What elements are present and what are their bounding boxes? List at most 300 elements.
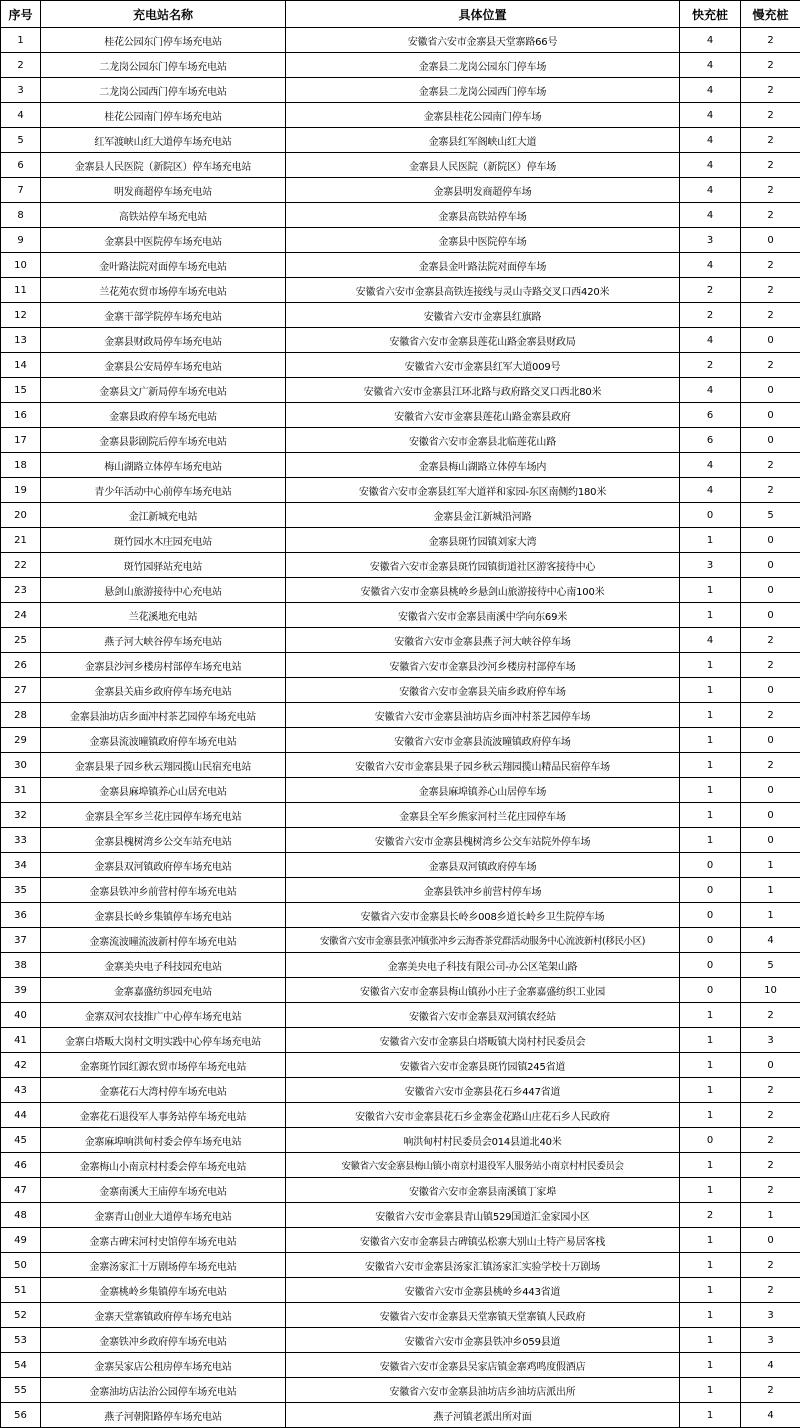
station-location: 安徽省六安市金寨县桃岭乡悬剑山旅游接待中心南100米 — [286, 578, 680, 603]
table-row — [1, 478, 800, 503]
station-location: 金寨县双河镇政府停车场 — [286, 853, 680, 878]
table-row — [1, 428, 800, 453]
table-row — [1, 228, 800, 253]
slow-charger-count: 2 — [741, 703, 800, 728]
slow-charger-count: 2 — [741, 278, 800, 303]
fast-charger-count: 4 — [680, 128, 741, 153]
station-name: 金寨吴家店公租房停车场充电站 — [41, 1353, 286, 1378]
slow-charger-count: 0 — [741, 678, 800, 703]
station-name: 金寨县流波曈镇政府停车场充电站 — [41, 728, 286, 753]
station-name: 金寨汤家汇十万剧场停车场充电站 — [41, 1253, 286, 1278]
fast-charger-count: 1 — [680, 1103, 741, 1128]
station-location: 金寨县明发商超停车场 — [286, 178, 680, 203]
fast-charger-count: 1 — [680, 803, 741, 828]
station-name: 悬剑山旅游接待中心充电站 — [41, 578, 286, 603]
table-row — [1, 1103, 800, 1128]
table-row — [1, 303, 800, 328]
station-name: 金寨花石退役军人事务站停车场充电站 — [41, 1103, 286, 1128]
station-location: 金寨美央电子科技有限公司-办公区笔架山路 — [286, 953, 680, 978]
slow-charger-count: 2 — [741, 78, 800, 103]
table-row — [1, 1328, 800, 1353]
slow-charger-count: 2 — [741, 153, 800, 178]
table-row — [1, 1228, 800, 1253]
slow-charger-count: 3 — [741, 1328, 800, 1353]
station-location: 响洪甸村村民委员会014县道北40米 — [286, 1128, 680, 1153]
station-name: 金寨县人民医院（新院区）停车场充电站 — [41, 153, 286, 178]
station-name: 金寨油坊店法治公园停车场充电站 — [41, 1378, 286, 1403]
slow-charger-count: 0 — [741, 603, 800, 628]
fast-charger-count: 1 — [680, 1153, 741, 1178]
slow-charger-count: 0 — [741, 578, 800, 603]
station-location: 金寨县二龙岗公园东门停车场 — [286, 53, 680, 78]
table-row — [1, 928, 800, 953]
table-row — [1, 453, 800, 478]
station-location: 安徽省六安市金寨县白塔畈镇大岗村村民委员会 — [286, 1028, 680, 1053]
row-no: 42 — [1, 1053, 41, 1078]
fast-charger-count: 0 — [680, 903, 741, 928]
slow-charger-count: 2 — [741, 1278, 800, 1303]
row-no: 35 — [1, 878, 41, 903]
station-location: 安徽省六安市金寨县莲花山路金寨县政府 — [286, 403, 680, 428]
row-no: 24 — [1, 603, 41, 628]
station-location: 金寨县梅山湖路立体停车场内 — [286, 453, 680, 478]
fast-charger-count: 4 — [680, 178, 741, 203]
table-row — [1, 503, 800, 528]
row-no: 56 — [1, 1403, 41, 1428]
station-name: 金寨县槐树湾乡公交车站充电站 — [41, 828, 286, 853]
slow-charger-count: 5 — [741, 953, 800, 978]
fast-charger-count: 0 — [680, 978, 741, 1003]
fast-charger-count: 4 — [680, 328, 741, 353]
station-name: 斑竹园水木庄园充电站 — [41, 528, 286, 553]
slow-charger-count: 2 — [741, 178, 800, 203]
station-name: 高铁站停车场充电站 — [41, 203, 286, 228]
table-row — [1, 153, 800, 178]
slow-charger-count: 1 — [741, 853, 800, 878]
fast-charger-count: 1 — [680, 1228, 741, 1253]
row-no: 32 — [1, 803, 41, 828]
station-name: 兰花苑农贸市场停车场充电站 — [41, 278, 286, 303]
row-no: 40 — [1, 1003, 41, 1028]
station-name: 金寨县财政局停车场充电站 — [41, 328, 286, 353]
station-location: 安徽省六安市金寨县汤家汇镇汤家汇实验学校十万剧场 — [286, 1253, 680, 1278]
fast-charger-count: 1 — [680, 1378, 741, 1403]
fast-charger-count: 4 — [680, 103, 741, 128]
station-name: 二龙岗公园东门停车场充电站 — [41, 53, 286, 78]
slow-charger-count: 2 — [741, 1128, 800, 1153]
fast-charger-count: 4 — [680, 453, 741, 478]
station-location: 安徽省六安市金寨县油坊店乡面冲村茶艺园停车场 — [286, 703, 680, 728]
fast-charger-count: 0 — [680, 928, 741, 953]
fast-charger-count: 4 — [680, 378, 741, 403]
station-location: 安徽省六安市金寨县沙河乡楼房村部停车场 — [286, 653, 680, 678]
row-no: 44 — [1, 1103, 41, 1128]
fast-charger-count: 4 — [680, 628, 741, 653]
slow-charger-count: 0 — [741, 553, 800, 578]
fast-charger-count: 1 — [680, 1178, 741, 1203]
table-row — [1, 678, 800, 703]
table-row — [1, 1403, 800, 1428]
slow-charger-count: 0 — [741, 778, 800, 803]
slow-charger-count: 2 — [741, 1153, 800, 1178]
slow-charger-count: 0 — [741, 428, 800, 453]
slow-charger-count: 2 — [741, 453, 800, 478]
fast-charger-count: 1 — [680, 753, 741, 778]
table-row — [1, 1353, 800, 1378]
slow-charger-count: 2 — [741, 1078, 800, 1103]
station-location: 金寨县桂花公园南门停车场 — [286, 103, 680, 128]
fast-charger-count: 1 — [680, 653, 741, 678]
row-no: 11 — [1, 278, 41, 303]
table-row — [1, 953, 800, 978]
station-location: 金寨县中医院停车场 — [286, 228, 680, 253]
table-row — [1, 703, 800, 728]
slow-charger-count: 3 — [741, 1028, 800, 1053]
station-location: 安徽省六安市金寨县红军大道009号 — [286, 353, 680, 378]
station-location: 金寨县红军阁峡山红大道 — [286, 128, 680, 153]
station-location: 金寨县二龙岗公园西门停车场 — [286, 78, 680, 103]
row-no: 46 — [1, 1153, 41, 1178]
station-name: 燕子河朝阳路停车场充电站 — [41, 1403, 286, 1428]
row-no: 47 — [1, 1178, 41, 1203]
header-no: 序号 — [1, 1, 41, 28]
table-row — [1, 878, 800, 903]
station-name: 金寨县文广新局停车场充电站 — [41, 378, 286, 403]
row-no: 15 — [1, 378, 41, 403]
table-row — [1, 653, 800, 678]
row-no: 49 — [1, 1228, 41, 1253]
fast-charger-count: 4 — [680, 478, 741, 503]
slow-charger-count: 2 — [741, 1103, 800, 1128]
table-row — [1, 1028, 800, 1053]
station-name: 金寨县铁冲乡前营村停车场充电站 — [41, 878, 286, 903]
station-name: 金寨嘉盛纺织园充电站 — [41, 978, 286, 1003]
slow-charger-count: 0 — [741, 528, 800, 553]
fast-charger-count: 1 — [680, 728, 741, 753]
station-name: 金寨桃岭乡集镇停车场充电站 — [41, 1278, 286, 1303]
station-name: 金寨天堂寨镇政府停车场充电站 — [41, 1303, 286, 1328]
slow-charger-count: 1 — [741, 1203, 800, 1228]
table-row — [1, 753, 800, 778]
station-location: 安徽省六安市金寨县花石乡金寨金花路山庄花石乡人民政府 — [286, 1103, 680, 1128]
fast-charger-count: 0 — [680, 853, 741, 878]
station-name: 金寨县全军乡兰花庄园停车场充电站 — [41, 803, 286, 828]
fast-charger-count: 1 — [680, 1253, 741, 1278]
station-name: 斑竹园驿站充电站 — [41, 553, 286, 578]
table-row — [1, 203, 800, 228]
station-name: 燕子河大峡谷停车场充电站 — [41, 628, 286, 653]
fast-charger-count: 1 — [680, 603, 741, 628]
fast-charger-count: 4 — [680, 153, 741, 178]
station-location: 安徽省六安市金寨县红军大道祥和家园-东区南侧约180米 — [286, 478, 680, 503]
station-name: 二龙岗公园西门停车场充电站 — [41, 78, 286, 103]
slow-charger-count: 4 — [741, 1353, 800, 1378]
slow-charger-count: 4 — [741, 928, 800, 953]
row-no: 29 — [1, 728, 41, 753]
table-row — [1, 1303, 800, 1328]
station-name: 红军渡峡山红大道停车场充电站 — [41, 128, 286, 153]
row-no: 25 — [1, 628, 41, 653]
fast-charger-count: 4 — [680, 53, 741, 78]
header-fast: 快充桩 — [680, 1, 741, 28]
fast-charger-count: 4 — [680, 253, 741, 278]
station-name: 金寨县中医院停车场充电站 — [41, 228, 286, 253]
row-no: 16 — [1, 403, 41, 428]
slow-charger-count: 2 — [741, 628, 800, 653]
fast-charger-count: 1 — [680, 778, 741, 803]
row-no: 5 — [1, 128, 41, 153]
station-name: 金寨县影剧院后停车场充电站 — [41, 428, 286, 453]
row-no: 14 — [1, 353, 41, 378]
row-no: 34 — [1, 853, 41, 878]
station-name: 金寨白塔畈大岗村文明实践中心停车场充电站 — [41, 1028, 286, 1053]
station-name: 金寨南溪大王庙停车场充电站 — [41, 1178, 286, 1203]
station-location: 金寨县金江新城沿河路 — [286, 503, 680, 528]
row-no: 1 — [1, 28, 41, 53]
station-name: 金寨花石大湾村停车场充电站 — [41, 1078, 286, 1103]
station-location: 金寨县高铁站停车场 — [286, 203, 680, 228]
fast-charger-count: 1 — [680, 703, 741, 728]
station-name: 金寨县长岭乡集镇停车场充电站 — [41, 903, 286, 928]
station-location: 金寨县全军乡熊家河村兰花庄园停车场 — [286, 803, 680, 828]
row-no: 7 — [1, 178, 41, 203]
station-location: 安徽省六安市金寨县双河镇农经站 — [286, 1003, 680, 1028]
row-no: 48 — [1, 1203, 41, 1228]
station-location: 安徽省六安市金寨县天堂寨镇天堂寨镇人民政府 — [286, 1303, 680, 1328]
table-row — [1, 353, 800, 378]
table-row — [1, 528, 800, 553]
station-location: 安徽省六安市金寨县北临莲花山路 — [286, 428, 680, 453]
row-no: 9 — [1, 228, 41, 253]
station-location: 安徽省六安市金寨县桃岭乡443省道 — [286, 1278, 680, 1303]
station-name: 金叶路法院对面停车场充电站 — [41, 253, 286, 278]
station-name: 金寨县麻埠镇养心山居充电站 — [41, 778, 286, 803]
slow-charger-count: 2 — [741, 1178, 800, 1203]
fast-charger-count: 1 — [680, 1028, 741, 1053]
station-location: 安徽省六安市金寨县燕子河大峡谷停车场 — [286, 628, 680, 653]
slow-charger-count: 0 — [741, 803, 800, 828]
station-location: 安徽省六安市金寨县长岭乡008乡道长岭乡卫生院停车场 — [286, 903, 680, 928]
slow-charger-count: 2 — [741, 1003, 800, 1028]
fast-charger-count: 3 — [680, 228, 741, 253]
table-row — [1, 578, 800, 603]
fast-charger-count: 1 — [680, 578, 741, 603]
station-name: 金寨铁冲乡政府停车场充电站 — [41, 1328, 286, 1353]
fast-charger-count: 2 — [680, 303, 741, 328]
station-location: 安徽省六安市金寨县红旗路 — [286, 303, 680, 328]
station-location: 安徽省六安市金寨县油坊店乡油坊店派出所 — [286, 1378, 680, 1403]
row-no: 4 — [1, 103, 41, 128]
station-name: 桂花公园南门停车场充电站 — [41, 103, 286, 128]
row-no: 54 — [1, 1353, 41, 1378]
station-location: 燕子河镇老派出所对面 — [286, 1403, 680, 1428]
slow-charger-count: 2 — [741, 53, 800, 78]
station-location: 金寨县斑竹园镇刘家大湾 — [286, 528, 680, 553]
station-location: 安徽省六安金寨县梅山镇小南京村退役军人服务站小南京村村民委员会 — [286, 1153, 680, 1178]
table-row — [1, 1128, 800, 1153]
slow-charger-count: 0 — [741, 328, 800, 353]
station-name: 金寨干部学院停车场充电站 — [41, 303, 286, 328]
fast-charger-count: 0 — [680, 503, 741, 528]
row-no: 2 — [1, 53, 41, 78]
row-no: 55 — [1, 1378, 41, 1403]
station-name: 明发商超停车场充电站 — [41, 178, 286, 203]
station-name: 金寨县公安局停车场充电站 — [41, 353, 286, 378]
station-name: 金寨美央电子科技园充电站 — [41, 953, 286, 978]
table-row — [1, 178, 800, 203]
row-no: 38 — [1, 953, 41, 978]
fast-charger-count: 1 — [680, 1003, 741, 1028]
row-no: 45 — [1, 1128, 41, 1153]
station-name: 金寨县沙河乡楼房村部停车场充电站 — [41, 653, 286, 678]
station-name: 金寨县关庙乡政府停车场充电站 — [41, 678, 286, 703]
slow-charger-count: 0 — [741, 378, 800, 403]
station-location: 安徽省六安市金寨县莲花山路金寨县财政局 — [286, 328, 680, 353]
row-no: 30 — [1, 753, 41, 778]
station-location: 安徽省六安市金寨县流波曈镇政府停车场 — [286, 728, 680, 753]
fast-charger-count: 2 — [680, 1203, 741, 1228]
table-row — [1, 1378, 800, 1403]
slow-charger-count: 0 — [741, 403, 800, 428]
slow-charger-count: 2 — [741, 128, 800, 153]
fast-charger-count: 1 — [680, 1278, 741, 1303]
table-row — [1, 1153, 800, 1178]
row-no: 39 — [1, 978, 41, 1003]
row-no: 19 — [1, 478, 41, 503]
row-no: 6 — [1, 153, 41, 178]
header-location: 具体位置 — [286, 1, 680, 28]
table-row — [1, 378, 800, 403]
station-location: 安徽省六安市金寨县青山镇529国道汇金家园小区 — [286, 1203, 680, 1228]
slow-charger-count: 0 — [741, 828, 800, 853]
fast-charger-count: 1 — [680, 828, 741, 853]
slow-charger-count: 1 — [741, 878, 800, 903]
row-no: 43 — [1, 1078, 41, 1103]
table-row — [1, 1253, 800, 1278]
station-location: 金寨县麻埠镇养心山居停车场 — [286, 778, 680, 803]
fast-charger-count: 3 — [680, 553, 741, 578]
table-row — [1, 853, 800, 878]
station-name: 金寨双河农技推广中心停车场充电站 — [41, 1003, 286, 1028]
station-location: 安徽省六安市金寨县天堂寨路66号 — [286, 28, 680, 53]
fast-charger-count: 4 — [680, 78, 741, 103]
table-row — [1, 1278, 800, 1303]
table-row — [1, 828, 800, 853]
row-no: 23 — [1, 578, 41, 603]
slow-charger-count: 2 — [741, 1253, 800, 1278]
station-location: 安徽省六安市金寨县果子园乡秋云翔园揽山精品民宿停车场 — [286, 753, 680, 778]
row-no: 17 — [1, 428, 41, 453]
fast-charger-count: 6 — [680, 428, 741, 453]
station-location: 安徽省六安市金寨县梅山镇孙小庄子金寨嘉盛纺织工业园 — [286, 978, 680, 1003]
station-location: 安徽省六安市金寨县张冲镇张冲乡云海香茶党群活动服务中心流波新村(移民小区) — [286, 928, 680, 953]
table-row — [1, 1003, 800, 1028]
table-row — [1, 28, 800, 53]
row-no: 41 — [1, 1028, 41, 1053]
station-location: 安徽省六安市金寨县古碑镇弘松寨大别山土特产易居客栈 — [286, 1228, 680, 1253]
fast-charger-count: 2 — [680, 278, 741, 303]
table-row — [1, 53, 800, 78]
table-row — [1, 553, 800, 578]
table-row — [1, 728, 800, 753]
slow-charger-count: 2 — [741, 253, 800, 278]
station-location: 安徽省六安市金寨县南溪中学向东69米 — [286, 603, 680, 628]
station-location: 安徽省六安市金寨县斑竹园镇街道社区游客接待中心 — [286, 553, 680, 578]
slow-charger-count: 2 — [741, 1378, 800, 1403]
station-location: 金寨县金叶路法院对面停车场 — [286, 253, 680, 278]
slow-charger-count: 0 — [741, 1053, 800, 1078]
fast-charger-count: 1 — [680, 678, 741, 703]
table-row — [1, 803, 800, 828]
slow-charger-count: 3 — [741, 1303, 800, 1328]
slow-charger-count: 5 — [741, 503, 800, 528]
station-location: 安徽省六安市金寨县高铁连接线与灵山寺路交叉口西420米 — [286, 278, 680, 303]
table-row — [1, 328, 800, 353]
station-location: 安徽省六安市金寨县吴家店镇金寨鸡鸣度假酒店 — [286, 1353, 680, 1378]
row-no: 8 — [1, 203, 41, 228]
header-row — [1, 1, 800, 28]
station-name: 金寨梅山小南京村村委会停车场充电站 — [41, 1153, 286, 1178]
row-no: 18 — [1, 453, 41, 478]
slow-charger-count: 2 — [741, 353, 800, 378]
slow-charger-count: 0 — [741, 728, 800, 753]
row-no: 13 — [1, 328, 41, 353]
station-name: 金寨流波曈流波新村停车场充电站 — [41, 928, 286, 953]
fast-charger-count: 1 — [680, 1353, 741, 1378]
table-row — [1, 778, 800, 803]
station-location: 金寨县铁冲乡前营村停车场 — [286, 878, 680, 903]
table-row — [1, 1178, 800, 1203]
slow-charger-count: 10 — [741, 978, 800, 1003]
station-name: 金寨县果子园乡秋云翔园揽山民宿充电站 — [41, 753, 286, 778]
row-no: 36 — [1, 903, 41, 928]
table-row — [1, 1203, 800, 1228]
table-row — [1, 278, 800, 303]
row-no: 33 — [1, 828, 41, 853]
fast-charger-count: 1 — [680, 1078, 741, 1103]
row-no: 51 — [1, 1278, 41, 1303]
row-no: 52 — [1, 1303, 41, 1328]
station-name: 梅山湖路立体停车场充电站 — [41, 453, 286, 478]
table-row — [1, 103, 800, 128]
station-location: 安徽省六安市金寨县槐树湾乡公交车站院外停车场 — [286, 828, 680, 853]
station-location: 安徽省六安市金寨县关庙乡政府停车场 — [286, 678, 680, 703]
slow-charger-count: 4 — [741, 1403, 800, 1428]
station-name: 金寨青山创业大道停车场充电站 — [41, 1203, 286, 1228]
table-row — [1, 978, 800, 1003]
table-row — [1, 628, 800, 653]
fast-charger-count: 4 — [680, 203, 741, 228]
slow-charger-count: 1 — [741, 903, 800, 928]
fast-charger-count: 1 — [680, 1053, 741, 1078]
fast-charger-count: 1 — [680, 1403, 741, 1428]
row-no: 53 — [1, 1328, 41, 1353]
row-no: 12 — [1, 303, 41, 328]
slow-charger-count: 2 — [741, 203, 800, 228]
slow-charger-count: 0 — [741, 1228, 800, 1253]
station-name: 金江新城充电站 — [41, 503, 286, 528]
table-row — [1, 403, 800, 428]
station-name: 金寨斑竹园红源农贸市场停车场充电站 — [41, 1053, 286, 1078]
row-no: 27 — [1, 678, 41, 703]
fast-charger-count: 0 — [680, 953, 741, 978]
table-row — [1, 78, 800, 103]
row-no: 20 — [1, 503, 41, 528]
table-row — [1, 1053, 800, 1078]
row-no: 3 — [1, 78, 41, 103]
header-name: 充电站名称 — [41, 1, 286, 28]
station-name: 金寨县油坊店乡面冲村茶艺园停车场充电站 — [41, 703, 286, 728]
